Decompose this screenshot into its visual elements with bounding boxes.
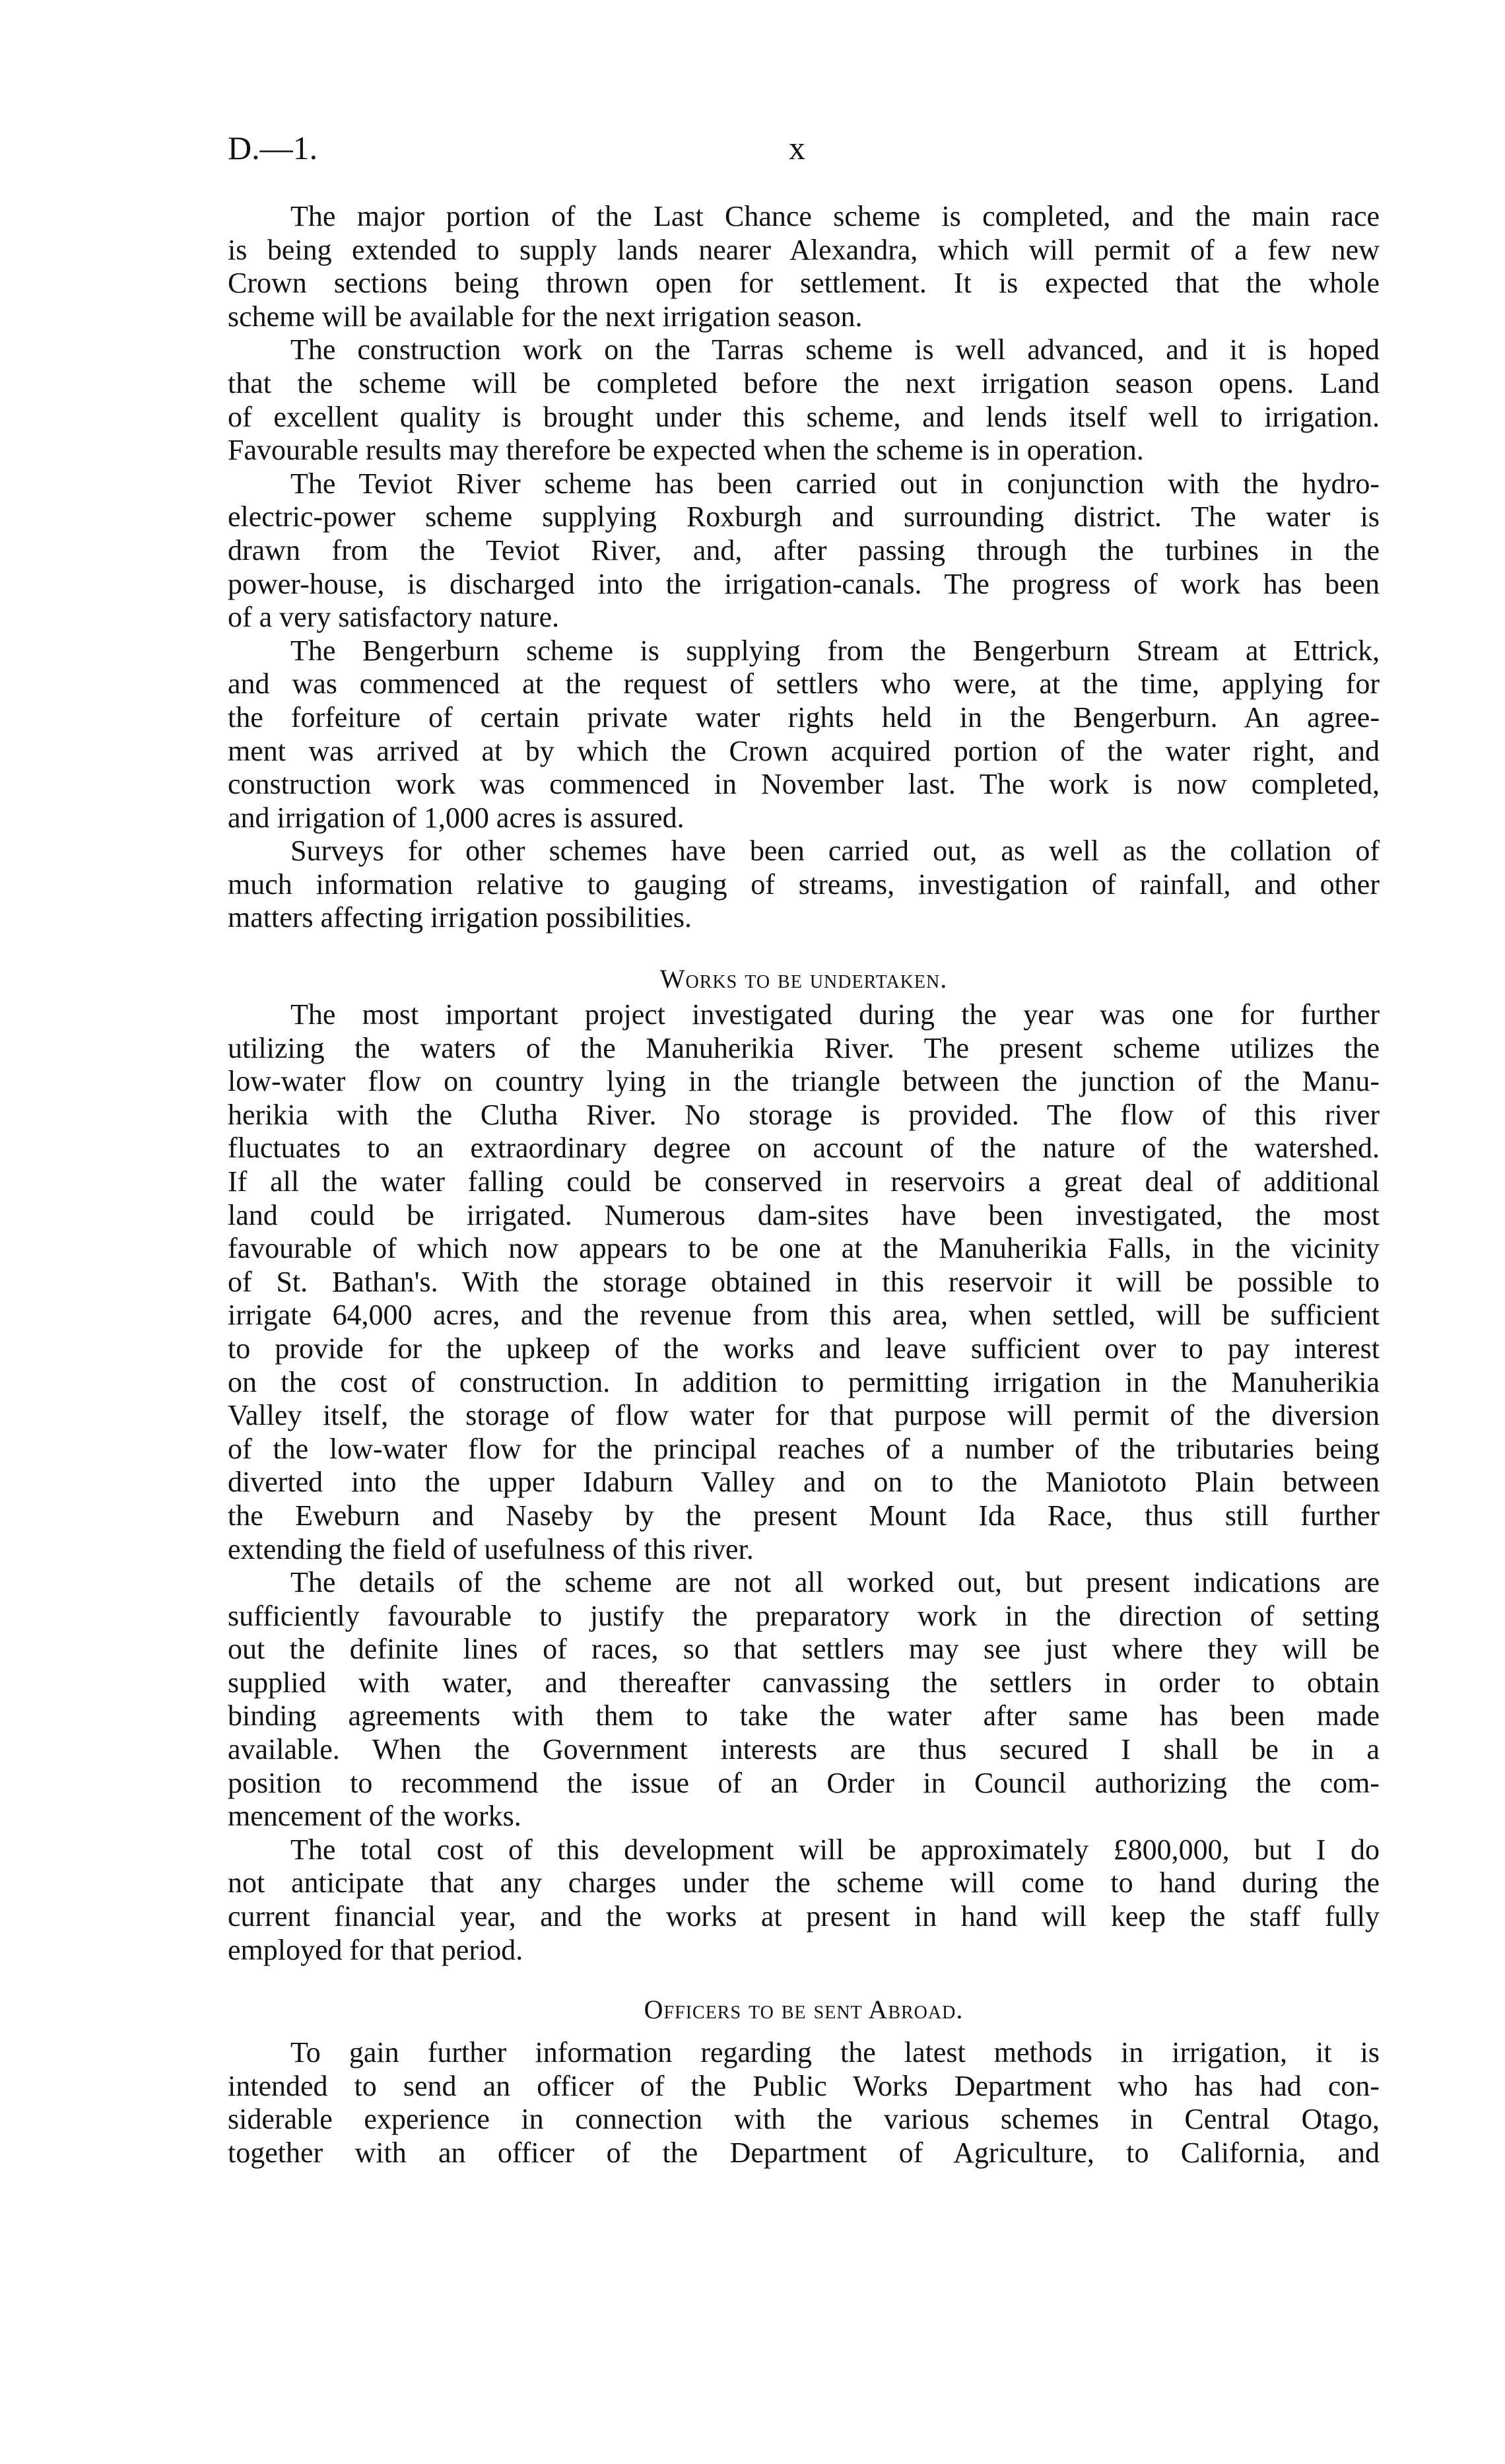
text-line: employed for that period. xyxy=(228,1933,523,1966)
text-line: to provide for the upkeep of the works and leave sufficient over to pay interest xyxy=(228,1332,1380,1365)
paragraph xyxy=(228,200,1380,333)
text-line: Favourable results may therefore be expected when the scheme is in operation. xyxy=(228,434,1144,467)
text-line: siderable experience in connection with the various schemes in Central Otago, xyxy=(228,2103,1380,2136)
section-progress-report xyxy=(228,200,1380,935)
text-line: binding agreements with them to take the water after same has been made xyxy=(228,1699,1380,1732)
text-line: out the definite lines of races, so that settlers may see just where they will be xyxy=(228,1633,1380,1666)
text-line: position to recommend the issue of an Order in Council authorizing the com- xyxy=(228,1766,1380,1799)
text-line: mencement of the works. xyxy=(228,1800,521,1833)
text-line: favourable of which now appears to be one at the Manuherikia Falls, in the vicinity xyxy=(228,1232,1380,1265)
text-line: The details of the scheme are not all worked out, but present indications are xyxy=(290,1566,1380,1599)
paragraph xyxy=(228,1833,1380,1967)
text-line: To gain further information regarding the latest methods in irrigation, it is xyxy=(290,2036,1380,2069)
text-line: The Bengerburn scheme is supplying from the Bengerburn Stream at Ettrick, xyxy=(290,634,1380,667)
text-line: scheme will be available for the next irrigation season. xyxy=(228,300,863,333)
text-line: sufficiently favourable to justify the preparatory work in the direction of setting xyxy=(228,1599,1380,1632)
text-line: If all the water falling could be conserved in reservoirs a great deal of additional xyxy=(228,1165,1380,1198)
text-line: diverted into the upper Idaburn Valley and on to the Maniototo Plain between xyxy=(228,1466,1380,1499)
text-line: current financial year, and the works at present in hand will keep the staff fully xyxy=(228,1900,1380,1933)
text-line: of the low-water flow for the principal reaches of a number of the tributaries being xyxy=(228,1432,1380,1465)
text-line: supplied with water, and thereafter canvassing the settlers in order to obtain xyxy=(228,1666,1380,1699)
paragraph xyxy=(228,2036,1380,2170)
text-line: power-house, is discharged into the irrigation-canals. The progress of work has been xyxy=(228,567,1380,600)
text-line: of St. Bathan's. With the storage obtained in this reservoir it will be possible to xyxy=(228,1265,1380,1298)
section-officers-abroad xyxy=(228,2036,1380,2170)
text-line: The construction work on the Tarras scheme is well advanced, and it is hoped xyxy=(290,333,1380,366)
text-line: The major portion of the Last Chance scheme is completed, and the main race xyxy=(290,200,1380,232)
text-line: and irrigation of 1,000 acres is assured. xyxy=(228,801,685,834)
text-line: extending the field of usefulness of this river. xyxy=(228,1532,754,1565)
page-number: x xyxy=(789,129,805,166)
text-line: The total cost of this development will be approximately £800,000, but I do xyxy=(290,1833,1380,1866)
text-line: drawn from the Teviot River, and, after passing through the turbines in the xyxy=(228,533,1380,566)
text-line: The Teviot River scheme has been carried out in conjunction with the hydro- xyxy=(290,467,1380,500)
text-line: is being extended to supply lands nearer Alexandra, which will permit of a few new xyxy=(228,233,1380,266)
text-line: Valley itself, the storage of flow water for that purpose will permit of the diversion xyxy=(228,1399,1380,1432)
paragraph xyxy=(228,467,1380,634)
text-line: irrigate 64,000 acres, and the revenue from this area, when settled, will be sufficient xyxy=(228,1299,1380,1332)
text-line: the Eweburn and Naseby by the present Mount Ida Race, thus still further xyxy=(228,1499,1380,1532)
text-line: herikia with the Clutha River. No storage is provided. The flow of this river xyxy=(228,1098,1380,1131)
text-line: the forfeiture of certain private water rights held in the Bengerburn. An agree- xyxy=(228,701,1380,734)
text-line: of excellent quality is brought under this scheme, and lends itself well to irrigation. xyxy=(228,400,1380,433)
text-line: not anticipate that any charges under the scheme will come to hand during the xyxy=(228,1866,1380,1899)
text-line: ment was arrived at by which the Crown acquired portion of the water right, and xyxy=(228,734,1380,767)
paragraph xyxy=(228,1566,1380,1833)
text-line: of a very satisfactory nature. xyxy=(228,601,560,634)
text-line: electric-power scheme supplying Roxburgh and surrounding district. The water is xyxy=(228,500,1380,533)
text-line: land could be irrigated. Numerous dam-sites have been investigated, the most xyxy=(228,1198,1380,1231)
text-line: matters affecting irrigation possibilities. xyxy=(228,901,692,934)
text-line: and was commenced at the request of settlers who were, at the time, applying for xyxy=(228,667,1380,701)
text-line: together with an officer of the Department of Agriculture, to California, and xyxy=(228,2136,1380,2169)
section-works-to-be-undertaken xyxy=(228,998,1380,1967)
text-line: fluctuates to an extraordinary degree on account of the nature of the watershed. xyxy=(228,1132,1380,1165)
text-line: construction work was commenced in November last. The work is now completed, xyxy=(228,768,1380,801)
text-line: The most important project investigated during the year was one for further xyxy=(290,998,1380,1031)
text-line: Surveys for other schemes have been carried out, as well as the collation of xyxy=(290,835,1380,868)
heading-works-to-be-undertaken: Works to be undertaken. xyxy=(659,964,948,994)
document-reference: D.—1. xyxy=(228,129,318,166)
heading-officers-abroad: Officers to be sent Abroad. xyxy=(644,1995,964,2024)
paragraph xyxy=(228,998,1380,1566)
paragraph xyxy=(228,333,1380,467)
text-line: available. When the Government interests are thus secured I shall be in a xyxy=(228,1733,1380,1766)
paragraph xyxy=(228,634,1380,835)
paragraph xyxy=(228,835,1380,935)
text-line: low-water flow on country lying in the triangle between the junction of the Manu- xyxy=(228,1065,1380,1098)
text-line: on the cost of construction. In addition to permitting irrigation in the Manuherikia xyxy=(228,1365,1380,1398)
text-line: utilizing the waters of the Manuherikia River. The present scheme utilizes the xyxy=(228,1031,1380,1064)
text-line: much information relative to gauging of streams, investigation of rainfall, and other xyxy=(228,868,1380,901)
text-line: intended to send an officer of the Public Works Department who has had con- xyxy=(228,2069,1380,2102)
text-line: that the scheme will be completed before the next irrigation season opens. Land xyxy=(228,366,1380,399)
text-line: Crown sections being thrown open for settlement. It is expected that the whole xyxy=(228,267,1380,300)
